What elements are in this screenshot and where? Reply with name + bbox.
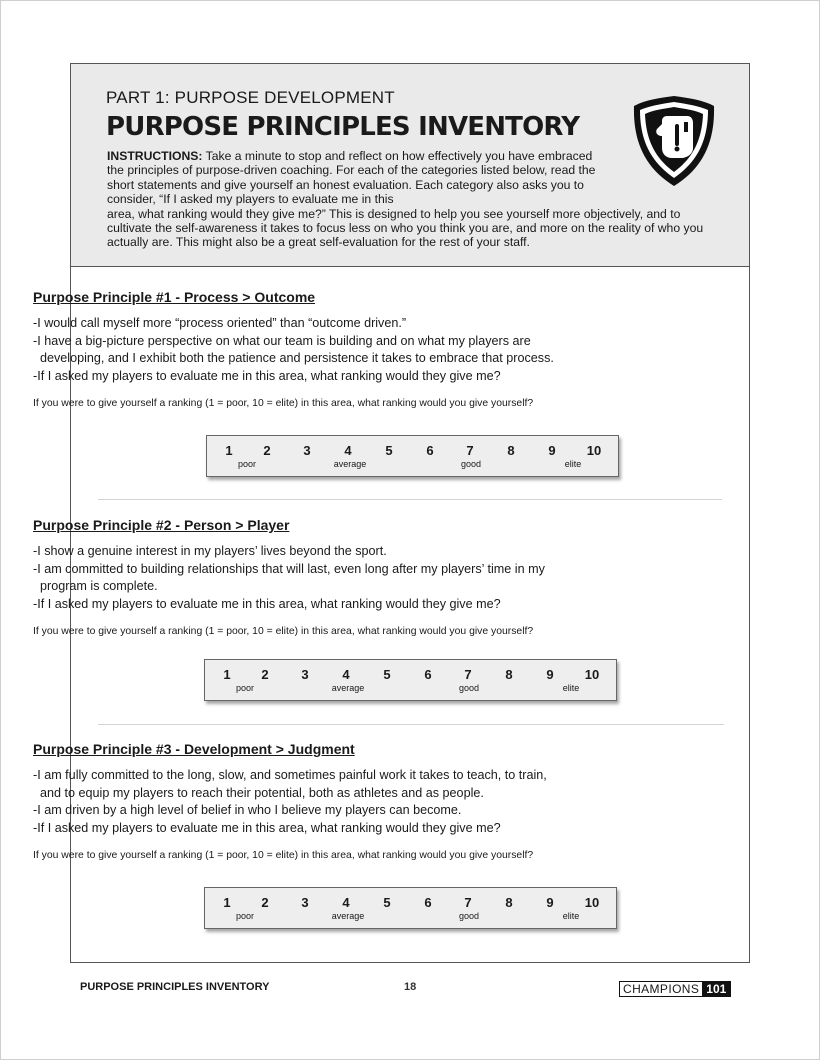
rating-option-8[interactable]: 8 [507, 443, 515, 458]
principle-title: Purpose Principle #3 - Development > Judgment [33, 741, 355, 757]
brand-number: 101 [702, 982, 730, 996]
rating-option-2[interactable]: 2 [261, 895, 269, 910]
rating-option-3[interactable]: 3 [303, 443, 311, 458]
rating-option-4[interactable]: 4 [342, 895, 350, 910]
principle-section-2 [33, 517, 653, 637]
rating-option-1[interactable]: 1 [225, 443, 233, 458]
rating-option-3[interactable]: 3 [301, 895, 309, 910]
ranking-question: If you were to give yourself a ranking (1 = poor, 10 = elite) in this area, what ranking would you give yourself? [33, 850, 534, 862]
rating-scale-1[interactable] [206, 435, 619, 477]
rating-option-4[interactable]: 4 [342, 667, 350, 682]
whistle-shield-icon [631, 94, 717, 188]
statement [33, 368, 653, 386]
page-number: 18 [404, 981, 417, 993]
rating-label-elite: elite [562, 911, 580, 921]
rating-label-elite: elite [562, 683, 580, 693]
footer-title: PURPOSE PRINCIPLES INVENTORY [80, 981, 270, 993]
rating-option-10[interactable]: 10 [584, 667, 600, 682]
rating-label-average: average [331, 683, 365, 693]
statement-line: developing, and I exhibit both the patience and persistence it takes to embrace that process. [40, 351, 554, 366]
rating-option-6[interactable]: 6 [424, 667, 432, 682]
rating-option-3[interactable]: 3 [301, 667, 309, 682]
statement [33, 333, 653, 368]
statement-line: -I would call myself more “process oriented” than “outcome driven.” [33, 316, 407, 330]
rating-option-1[interactable]: 1 [223, 895, 231, 910]
instructions-lead: INSTRUCTIONS: [107, 149, 203, 163]
rating-label-average: average [331, 911, 365, 921]
rating-option-2[interactable]: 2 [261, 667, 269, 682]
ranking-question: If you were to give yourself a ranking (1 = poor, 10 = elite) in this area, what ranking would you give yourself? [33, 626, 534, 638]
statement-line: -I am committed to building relationships that will last, even long after my players’ time in my [33, 561, 545, 576]
brand-logo [619, 981, 731, 997]
statement-line: -I am fully committed to the long, slow, and sometimes painful work it takes to teach, to train, [33, 768, 547, 782]
principle-title: Purpose Principle #2 - Person > Player [33, 517, 290, 533]
statement-line: -I am driven by a high level of belief in who I believe my players can become. [33, 803, 462, 818]
rating-option-7[interactable]: 7 [466, 443, 474, 458]
principle-title: Purpose Principle #1 - Process > Outcome [33, 289, 316, 305]
brand-text: CHAMPIONS [623, 982, 700, 996]
statement [33, 561, 653, 596]
rating-option-9[interactable]: 9 [548, 443, 556, 458]
statement [33, 802, 653, 820]
statement [33, 596, 653, 614]
statement-line: -If I asked my players to evaluate me in this area, what ranking would they give me? [33, 596, 501, 611]
rating-option-5[interactable]: 5 [383, 667, 391, 682]
rating-option-5[interactable]: 5 [385, 443, 393, 458]
rating-option-1[interactable]: 1 [223, 667, 231, 682]
section-divider [98, 724, 724, 725]
rating-option-4[interactable]: 4 [344, 443, 352, 458]
instructions-narrow [107, 149, 607, 207]
rating-label-good: good [460, 459, 482, 469]
rating-label-elite: elite [564, 459, 582, 469]
part-title: PART 1: PURPOSE DEVELOPMENT [106, 88, 395, 107]
rating-label-poor: poor [237, 459, 257, 469]
principle-section-3 [33, 741, 653, 861]
statement [33, 767, 653, 802]
rating-scale-2[interactable] [204, 659, 617, 701]
statement-line: program is complete. [40, 579, 158, 594]
statement-line: and to equip my players to reach their potential, both as athletes and as people. [40, 785, 484, 800]
statement [33, 820, 653, 838]
rating-option-10[interactable]: 10 [584, 895, 600, 910]
ranking-question: If you were to give yourself a ranking (1 = poor, 10 = elite) in this area, what ranking would you give yourself? [33, 398, 534, 410]
instructions-text [107, 149, 712, 250]
section-divider [98, 499, 722, 500]
rating-label-poor: poor [235, 683, 255, 693]
rating-option-6[interactable]: 6 [424, 895, 432, 910]
header-panel [71, 64, 749, 267]
rating-option-10[interactable]: 10 [586, 443, 602, 458]
rating-label-good: good [458, 911, 480, 921]
rating-option-9[interactable]: 9 [546, 895, 554, 910]
statement [33, 315, 653, 333]
rating-option-9[interactable]: 9 [546, 667, 554, 682]
statement-line: -If I asked my players to evaluate me in this area, what ranking would they give me? [33, 820, 501, 835]
statement-line: -I show a genuine interest in my players’ lives beyond the sport. [33, 544, 387, 558]
rating-scale-3[interactable] [204, 887, 617, 929]
rating-label-good: good [458, 683, 480, 693]
rating-option-8[interactable]: 8 [505, 895, 513, 910]
statement [33, 543, 653, 561]
rating-label-poor: poor [235, 911, 255, 921]
instructions-rest: area, what ranking would they give me?” This is designed to help you see yourself more objectively, and to cultivate the self-awareness it takes to focus less on who you think you are, and more on the reality of who you actually are. This might also be a great self-evaluation for the rest of your staff. [107, 206, 704, 250]
rating-option-8[interactable]: 8 [505, 667, 513, 682]
rating-option-5[interactable]: 5 [383, 895, 391, 910]
rating-option-2[interactable]: 2 [263, 443, 271, 458]
rating-option-7[interactable]: 7 [464, 895, 472, 910]
rating-label-average: average [333, 459, 367, 469]
rating-option-6[interactable]: 6 [426, 443, 434, 458]
statement-line: -I have a big-picture perspective on what our team is building and on what my players are [33, 333, 531, 348]
rating-option-7[interactable]: 7 [464, 667, 472, 682]
instructions-body: Take a minute to stop and reflect on how effectively you have embraced the principles of purpose-driven coaching. For each of the categories listed below, read the short statements and give yourself an honest evaluation. Each category also asks you to consider, “If I asked my players to evaluate me in this [107, 149, 596, 207]
page-title: PURPOSE PRINCIPLES INVENTORY [106, 112, 580, 142]
principle-section-1 [33, 289, 653, 409]
statement-line: -If I asked my players to evaluate me in this area, what ranking would they give me? [33, 368, 501, 383]
